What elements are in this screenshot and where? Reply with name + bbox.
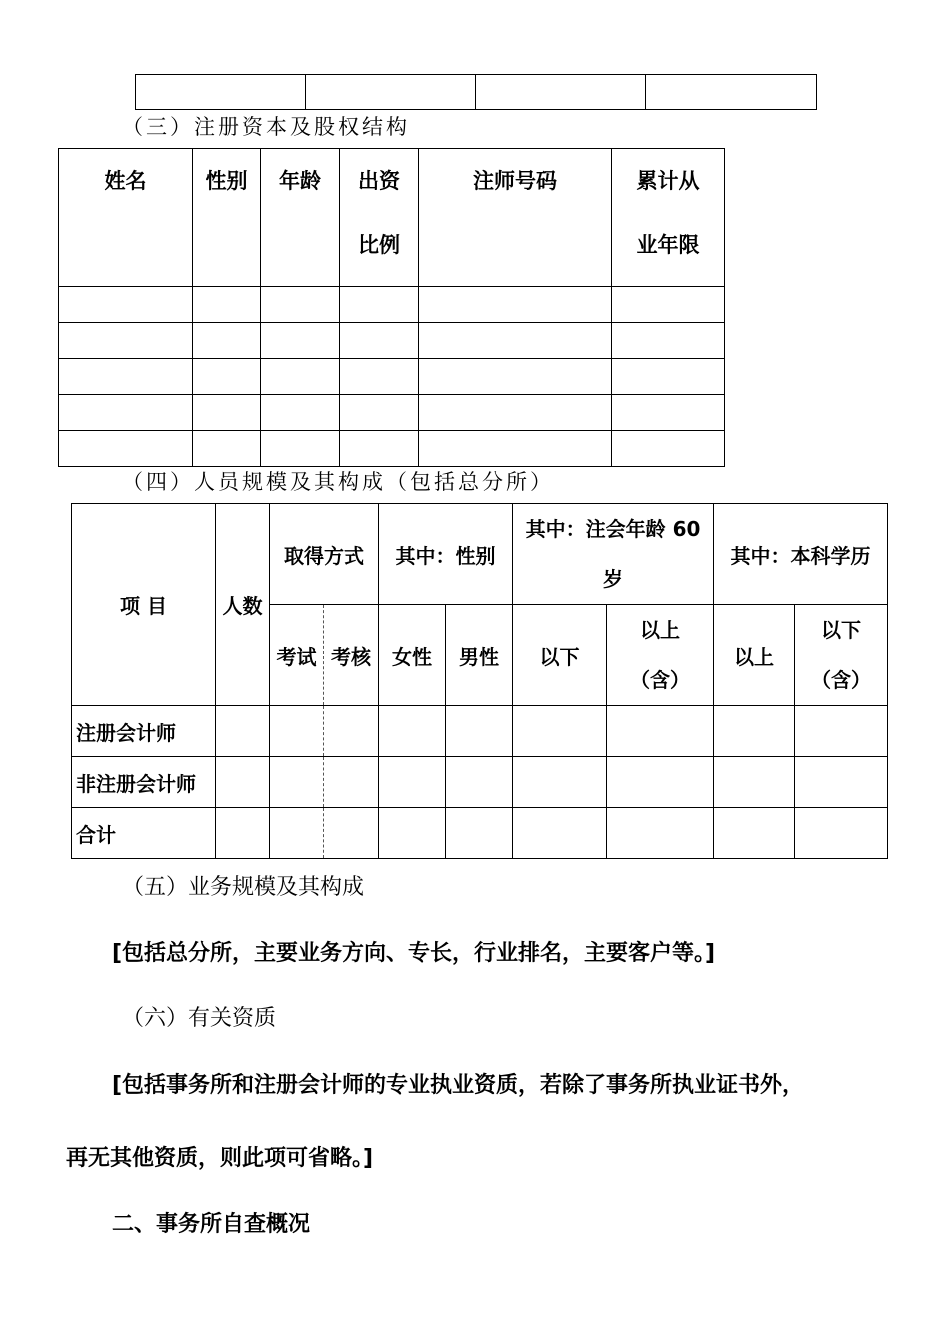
header-line: 业年限 [636, 233, 700, 257]
table-cell [193, 431, 261, 467]
header-line: 其中：注会年龄 60 [525, 517, 701, 541]
table-cell [270, 706, 324, 757]
section6-note-line1: [包括事务所和注册会计师的专业执业资质，若除了事务所执业证书外， [112, 1073, 805, 1098]
table-cell [379, 808, 446, 859]
header-years [612, 149, 725, 287]
row-label: 非注册会计师 [72, 757, 216, 808]
table-cell [340, 323, 419, 359]
table-cell [324, 808, 379, 859]
table-cell [261, 323, 340, 359]
table-row [59, 359, 725, 395]
table-cell [216, 808, 270, 859]
table-cell [270, 808, 324, 859]
row-label: 合计 [72, 808, 216, 859]
table-cell [419, 323, 612, 359]
header-line: （含） [811, 668, 872, 692]
header-item: 项 目 [72, 504, 216, 706]
section5-note: [包括总分所，主要业务方向、专长，行业排名，主要客户等。] [112, 941, 716, 966]
header-line: 以上 [640, 618, 680, 642]
table-cell [795, 808, 888, 859]
header-line: 以下 [821, 618, 862, 642]
table-cell [340, 431, 419, 467]
staff-composition-table [71, 503, 888, 859]
table-cell [513, 757, 607, 808]
table-cell [646, 75, 817, 110]
table-cell [446, 757, 513, 808]
header-line: 比例 [358, 233, 400, 257]
section5-title: （五）业务规模及其构成 [122, 875, 365, 900]
table-cell [612, 431, 725, 467]
section3-caption: （三）注册资本及股权结构 [122, 115, 410, 139]
table-row [59, 323, 725, 359]
table-cell [193, 395, 261, 431]
table-cell [476, 75, 646, 110]
header-age-below: 以下 [513, 605, 607, 706]
section4-caption: （四）人员规模及其构成（包括总分所） [122, 470, 554, 494]
table-cell [419, 359, 612, 395]
header-age-above [607, 605, 714, 706]
table-row [59, 395, 725, 431]
table-cell [261, 287, 340, 323]
table-cell [379, 757, 446, 808]
header-assess: 考核 [324, 605, 379, 706]
table-cell [193, 359, 261, 395]
header-line: 出资 [358, 169, 400, 193]
header-line: （含） [630, 668, 690, 692]
table-cell [795, 757, 888, 808]
table-cell [59, 359, 193, 395]
table-row [72, 706, 888, 757]
table-cell [306, 75, 476, 110]
header-age [513, 504, 714, 605]
table-cell [340, 287, 419, 323]
table-cell [261, 359, 340, 395]
row-label: 注册会计师 [72, 706, 216, 757]
table-cell [612, 395, 725, 431]
table-cell [136, 75, 306, 110]
table-cell [714, 757, 795, 808]
table-cell [714, 706, 795, 757]
table-cell [607, 808, 714, 859]
header-count: 人数 [216, 504, 270, 706]
header-gender: 性别 [193, 149, 261, 287]
table-cell [607, 757, 714, 808]
previous-table-fragment [135, 74, 817, 110]
table-row [59, 431, 725, 467]
section6-title: （六）有关资质 [122, 1006, 277, 1031]
table-cell [216, 706, 270, 757]
table-cell [261, 395, 340, 431]
header-name: 姓名 [59, 149, 193, 287]
table-row [72, 808, 888, 859]
capital-structure-table [58, 148, 725, 467]
table-cell [419, 395, 612, 431]
section6-note-line2: 再无其他资质，则此项可省略。] [66, 1146, 374, 1171]
header-degree-below [795, 605, 888, 706]
table-row [72, 757, 888, 808]
table-cell [513, 706, 607, 757]
table-cell [446, 706, 513, 757]
table-cell [340, 395, 419, 431]
table-cell [216, 757, 270, 808]
table-cell [612, 287, 725, 323]
table-header-row [72, 504, 888, 605]
table-cell [59, 323, 193, 359]
table-cell [261, 431, 340, 467]
table-cell [59, 287, 193, 323]
header-line: 累计从 [636, 169, 700, 193]
header-line: 岁 [603, 567, 623, 591]
header-acquire-method: 取得方式 [270, 504, 379, 605]
table-cell [193, 287, 261, 323]
header-capital-ratio [340, 149, 419, 287]
table-cell [419, 431, 612, 467]
table-cell [612, 359, 725, 395]
table-cell [714, 808, 795, 859]
table-cell [607, 706, 714, 757]
table-header-row [59, 149, 725, 287]
table-cell [795, 706, 888, 757]
header-gender: 其中：性别 [379, 504, 513, 605]
header-degree: 其中：本科学历 [714, 504, 888, 605]
table-cell [419, 287, 612, 323]
table-cell [612, 323, 725, 359]
table-cell [446, 808, 513, 859]
part2-title: 二、事务所自查概况 [112, 1212, 311, 1237]
table-cell [324, 706, 379, 757]
table-cell [513, 808, 607, 859]
table-cell [340, 359, 419, 395]
header-degree-above: 以上 [714, 605, 795, 706]
header-male: 男性 [446, 605, 513, 706]
table-cell [193, 323, 261, 359]
table-row [59, 287, 725, 323]
table-cell [324, 757, 379, 808]
table-cell [59, 431, 193, 467]
table-cell [270, 757, 324, 808]
header-exam: 考试 [270, 605, 324, 706]
header-female: 女性 [379, 605, 446, 706]
table-row [136, 75, 817, 110]
table-cell [379, 706, 446, 757]
header-age: 年龄 [261, 149, 340, 287]
header-cpa-number: 注师号码 [419, 149, 612, 287]
table-cell [59, 395, 193, 431]
